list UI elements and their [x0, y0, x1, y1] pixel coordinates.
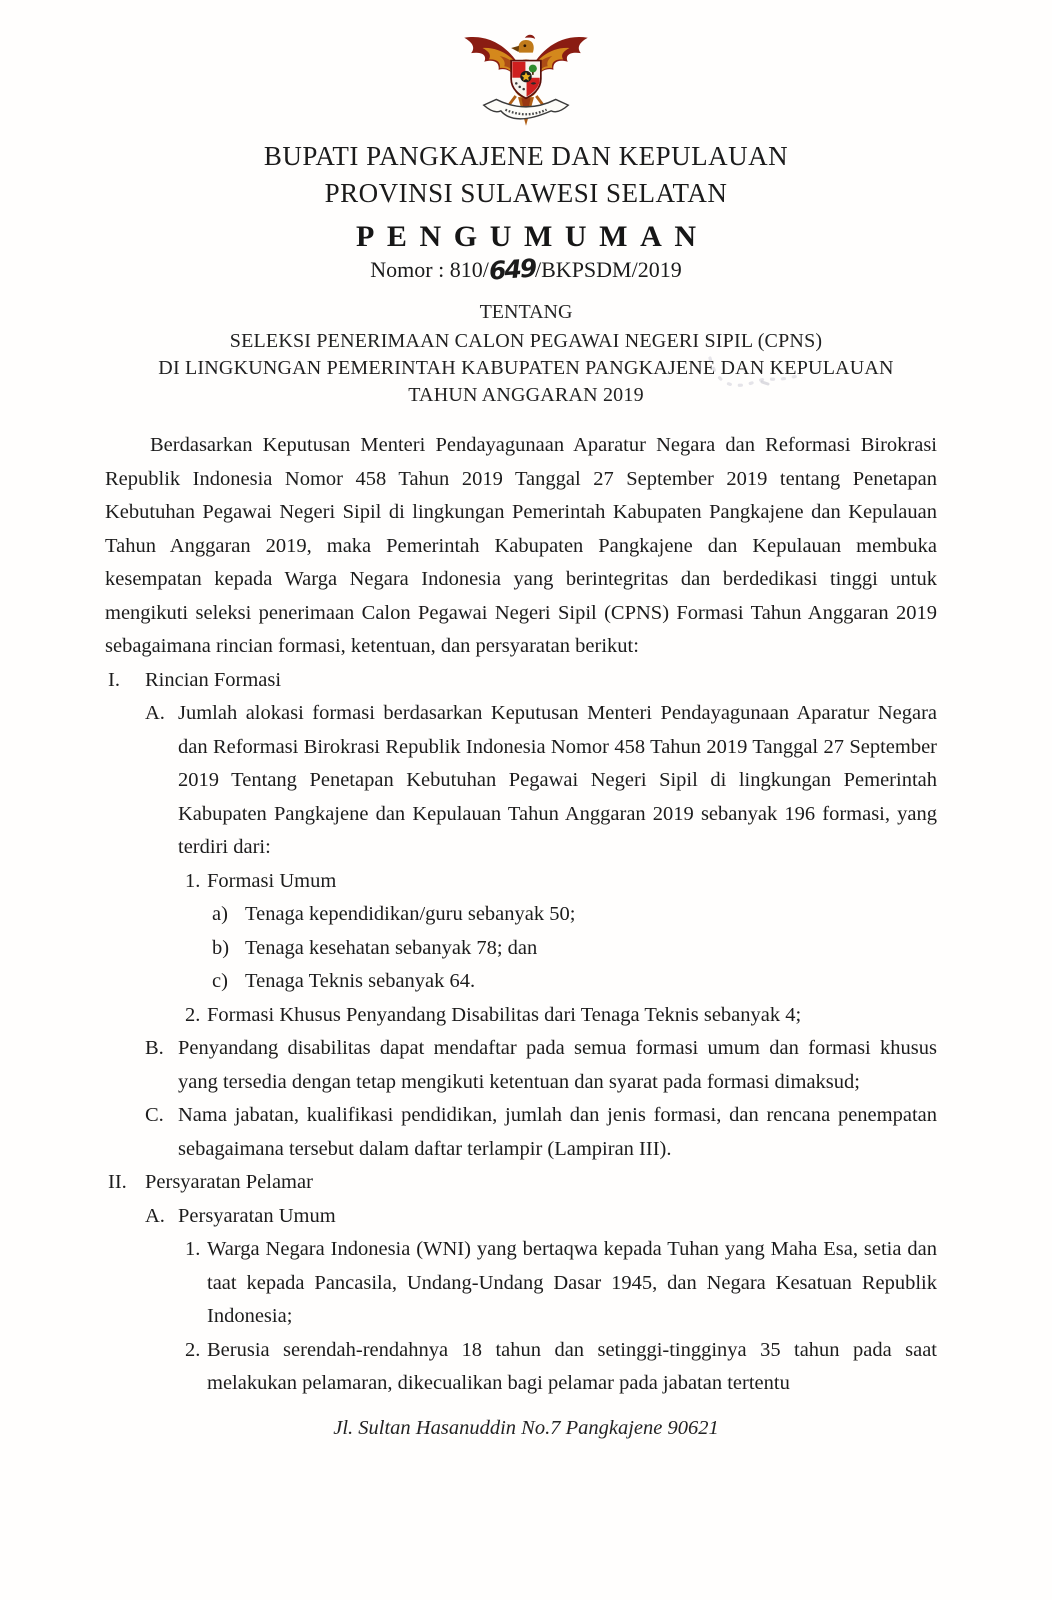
section-1-title: Rincian Formasi [145, 668, 282, 691]
item-1B-marker: B. [145, 1037, 164, 1059]
item-1C [145, 1099, 937, 1166]
item-1A1 [185, 865, 937, 899]
item-2A-marker: A. [145, 1204, 165, 1227]
section-2-marker: II. [108, 1171, 127, 1193]
section-2-title: Persyaratan Pelamar [145, 1171, 313, 1193]
item-1A1-text: Formasi Umum [207, 869, 337, 892]
item-1A-text: Jumlah alokasi formasi berdasarkan Keputusan Menteri Pendayagunaan Aparatur Negara dan Reformasi Birokrasi Republik Indonesia Nomor 458 Tahun 2019 Tanggal 27 September 2019 Tentang Penetapan Kebutuhan Pegawai Negeri Sipil di lingkungan Pemerintah Kabupaten Pangkajene dan Kepulauan Tahun Anggaran 2019 sebanyak 196 formasi, yang terdiri dari: [178, 702, 937, 858]
org-name-line1: BUPATI PANGKAJENE DAN KEPULAUAN [263, 141, 789, 171]
item-1A1a [212, 898, 937, 932]
item-2A [145, 1200, 937, 1234]
section-2-heading [105, 1166, 937, 1200]
item-1A1c-marker: c) [212, 970, 228, 992]
subject-line2: DI LINGKUNGAN PEMERINTAH KABUPATEN PANGKAJENE DAN KEPULAUAN [158, 357, 894, 379]
section-1-marker: I. [108, 668, 120, 691]
garuda-pancasila-emblem-icon [0, 24, 1052, 136]
number-prefix: Nomor : 810/ [370, 257, 489, 282]
item-1A2-text: Formasi Khusus Penyandang Disabilitas dari Tenaga Teknis sebanyak 4; [207, 1003, 802, 1026]
item-2A2-text: Berusia serendah-rendahnya 18 tahun dan setinggi-tingginya 35 tahun pada saat melakukan pelamaran, dikecualikan bagi pelamar pada jabatan tertentu [207, 1338, 937, 1394]
intro-paragraph: Berdasarkan Keputusan Menteri Pendayagunaan Aparatur Negara dan Reformasi Birokrasi Republik Indonesia Nomor 458 Tahun 2019 Tanggal 27 September 2019 tentang Penetapan Kebutuhan Pegawai Negeri Sipil di lingkungan Pemerintah Kabupaten Pangkajene dan Kepulauan Tahun Anggaran 2019, maka Pemerintah Kabupaten Pangkajene dan Kepulauan membuka kesempatan kepada Warga Negara Indonesia yang berintegritas dan berdedikasi tinggi untuk mengikuti seleksi penerimaan Calon Pegawai Negeri Sipil (CPNS) Formasi Tahun Anggaran 2019 sebagaimana rincian formasi, ketentuan, dan persyaratan berikut: [105, 434, 937, 657]
item-1A-marker: A. [145, 702, 165, 724]
item-2A2-marker: 2. [185, 1338, 201, 1361]
document-title: PENGUMUMAN [355, 220, 709, 253]
subject-line3: TAHUN ANGGARAN 2019 [408, 384, 644, 406]
item-1A1b [212, 932, 937, 966]
item-1A1-marker: 1. [185, 869, 201, 892]
item-2A-title: Persyaratan Umum [178, 1204, 336, 1227]
item-2A1-text: Warga Negara Indonesia (WNI) yang bertaqwa kepada Tuhan yang Maha Esa, setia dan taat kepada Pancasila, Undang-Undang Dasar 1945, dan Negara Kesatuan Republik Indonesia; [207, 1238, 937, 1327]
item-1B [145, 1032, 937, 1099]
section-1-heading [105, 664, 937, 698]
item-1B-text: Penyandang disabilitas dapat mendaftar pada semua formasi umum dan formasi khusus yang tersedia dengan tetap mengikuti ketentuan dan syarat pada formasi dimaksud; [178, 1037, 937, 1093]
item-1A2 [185, 999, 937, 1033]
item-1C-text: Nama jabatan, kualifikasi pendidikan, jumlah dan jenis formasi, dan rencana penempatan sebagaimana tersebut dalam daftar terlampir (Lampiran III). [178, 1104, 937, 1160]
pancasila-shield [511, 61, 541, 99]
footer-address: Jl. Sultan Hasanuddin No.7 Pangkajene 90621 [333, 1416, 719, 1439]
subject-line1: SELEKSI PENERIMAAN CALON PEGAWAI NEGERI SIPIL (CPNS) [229, 330, 823, 352]
item-1A1b-marker: b) [212, 936, 230, 959]
item-1C-marker: C. [145, 1104, 164, 1126]
handwritten-number: 649 [487, 253, 537, 286]
item-1A1c-text: Tenaga Teknis sebanyak 64. [245, 970, 476, 992]
item-2A2 [185, 1334, 937, 1401]
about-label: TENTANG [479, 301, 573, 323]
item-1A1b-text: Tenaga kesehatan sebanyak 78; dan [245, 936, 538, 959]
org-name-line2: PROVINSI SULAWESI SELATAN [324, 178, 728, 208]
item-1A1a-marker: a) [212, 903, 228, 925]
item-2A1 [185, 1233, 937, 1334]
document-body [0, 429, 1052, 1401]
item-2A1-marker: 1. [185, 1238, 201, 1260]
item-1A1c [212, 965, 937, 999]
document-header [0, 24, 1052, 409]
document-number [0, 254, 1052, 285]
item-1A2-marker: 2. [185, 1003, 201, 1026]
item-1A [145, 697, 937, 865]
item-1A1a-text: Tenaga kependidikan/guru sebanyak 50; [245, 903, 576, 925]
number-suffix: /BKPSDM/2019 [535, 257, 682, 282]
